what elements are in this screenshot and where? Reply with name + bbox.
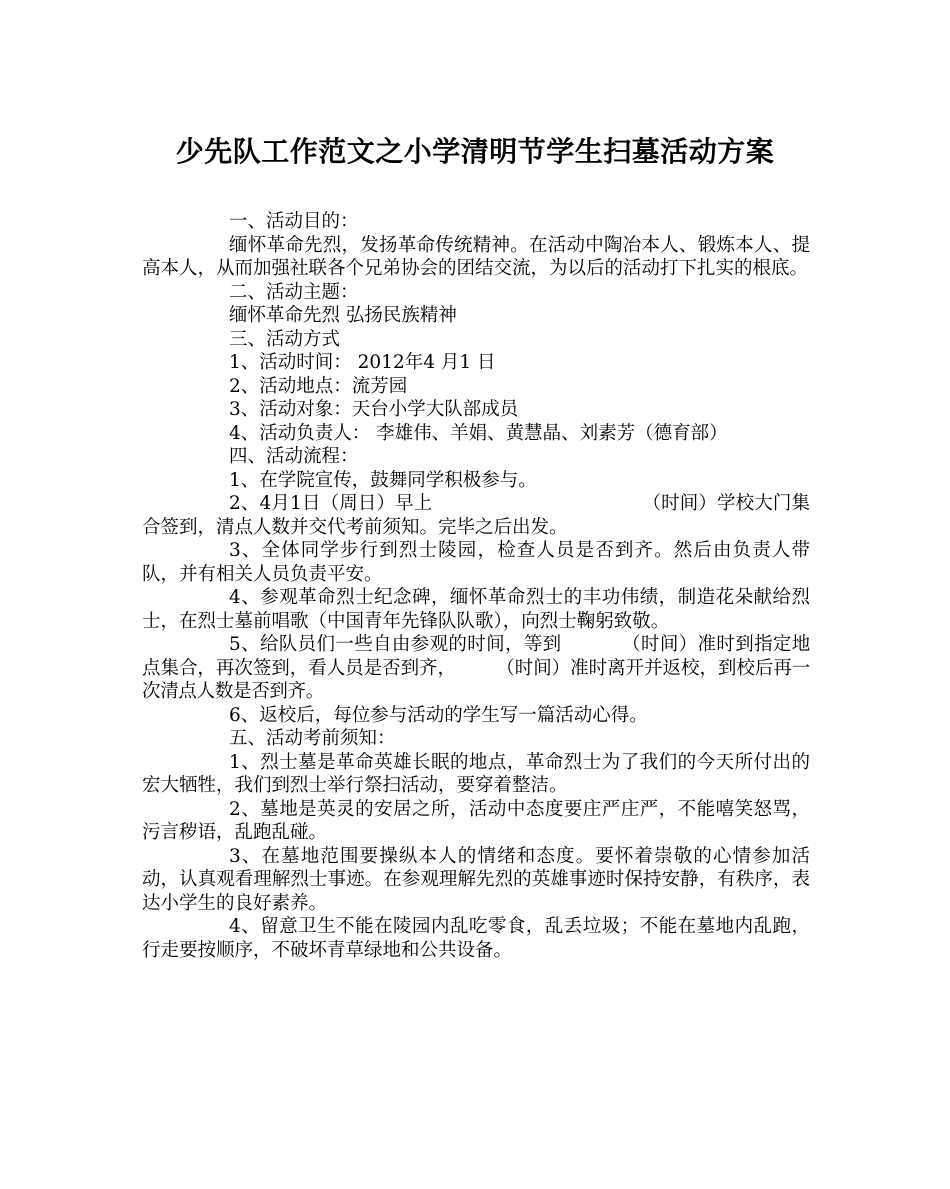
process-step-5-end: （时间）准时离开并返校，到校后再一次清点人数是否到齐。: [142, 657, 810, 702]
item-location: 2、活动地点：流芳园: [229, 375, 408, 397]
process-step-1: 1、在学院宣传，鼓舞同学积极参与。: [229, 469, 537, 491]
process-step-2: [142, 492, 810, 539]
item-leaders: 4、活动负责人： 李雄伟、羊娟、黄慧晶、刘素芳（德育部）: [229, 422, 728, 444]
process-step-3: 3、全体同学步行到烈士陵园，检查人员是否到齐。然后由负责人带队，并有相关人员负责平安。: [142, 540, 810, 585]
heading-theme: 二、活动主题：: [229, 281, 359, 303]
item-participants: 3、活动对象：天台小学大队部成员: [229, 399, 519, 420]
paragraph-purpose: 缅怀革命先烈，发扬革命传统精神。在活动中陶冶本人、锻炼本人、提高本人，从而加强社联各个兄弟协会的团结交流，为以后的活动打下扎实的根底。: [142, 234, 810, 279]
note-1: 1、烈士墓是革命英雄长眠的地点，革命烈士为了我们的今天所付出的宏大牺牲，我们到烈士举行祭扫活动，要穿着整洁。: [142, 751, 810, 796]
note-2: 2、墓地是英灵的安居之所，活动中态度要庄严庄严，不能嘻笑怒骂，污言秽语，乱跑乱碰。: [142, 798, 810, 843]
process-step-5: [142, 633, 810, 704]
document-title: 少先队工作范文之小学清明节学生扫墓活动方案: [175, 135, 775, 168]
heading-notes: 五、活动考前须知：: [229, 728, 396, 749]
process-step-6: 6、返校后，每位参与活动的学生写一篇活动心得。: [229, 704, 648, 726]
heading-method: 三、活动方式: [229, 328, 341, 350]
process-step-5-start: 5、给队员们一些自由参观的时间，等到: [229, 634, 562, 655]
document-body: [142, 210, 810, 962]
heading-purpose: 一、活动目的：: [229, 211, 359, 232]
item-time: 1、活动时间： 2012年4 月1 日: [229, 352, 496, 373]
process-step-5-mid: （时间）准时到指定地点集合，再次签到，看人员是否到齐，: [142, 634, 810, 679]
heading-process: 四、活动流程：: [229, 446, 359, 467]
process-step-4: 4、参观革命烈士纪念碑，缅怀革命烈士的丰功伟绩，制造花朵献给烈士，在烈士墓前唱歌（中国青年先锋队队歌），向烈士鞠躬致敬。: [142, 587, 810, 632]
process-step-2-end: （时间）学校大门集合签到，清点人数并交代考前须知。完毕之后出发。: [142, 493, 810, 538]
note-4: 4、留意卫生不能在陵园内乱吃零食，乱丢垃圾；不能在墓地内乱跑，行走要按顺序，不破坏青草绿地和公共设备。: [142, 916, 810, 961]
paragraph-theme: 缅怀革命先烈 弘扬民族精神: [229, 305, 457, 326]
process-step-2-start: 2、4月1日（周日）早上: [229, 493, 433, 514]
note-3: 3、在墓地范围要操纵本人的情绪和态度。要怀着崇敬的心情参加活动，认真观看理解烈士事迹。在参观理解先烈的英雄事迹时保持安静，有秩序，表达小学生的良好素养。: [142, 845, 810, 914]
